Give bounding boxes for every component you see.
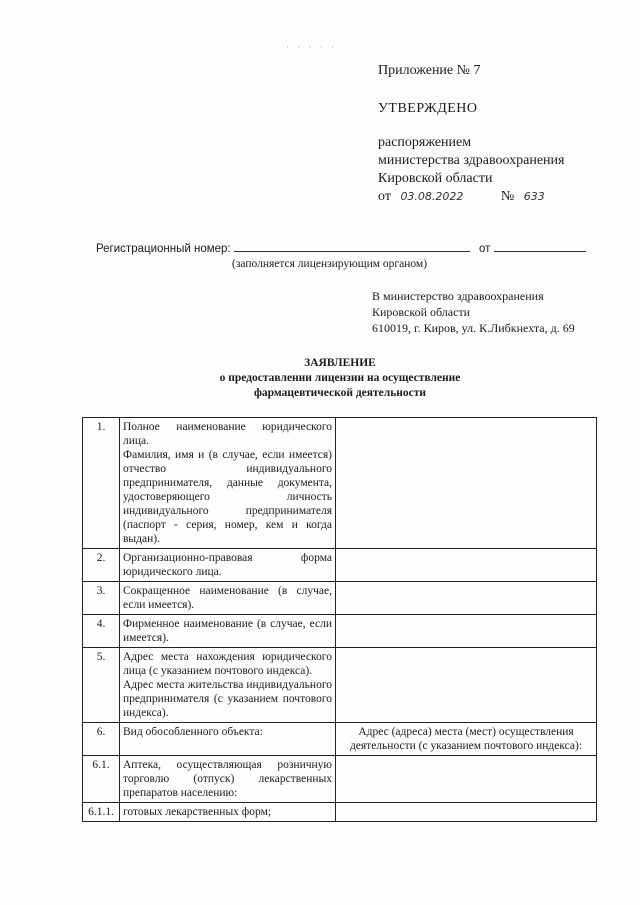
row-value-cell[interactable] [336,418,597,549]
heading-line-2: о предоставлении лицензии на осуществление [219,372,461,384]
row-number: 6.1. [83,756,120,803]
row-text: Вид обособленного объекта: [123,726,263,738]
registration-note: (заполняется лицензирующим органом) [232,258,428,270]
application-table [82,417,597,822]
heading-line-3: фармацевтической деятельности [253,387,427,399]
addressee-line-1: В министерство здравоохранения [372,289,544,303]
row-description [120,418,336,549]
table-row [83,549,597,582]
registration-from-label: от [479,243,491,255]
row-value-cell[interactable] [336,648,597,723]
row-description [120,549,336,582]
row-text: Сокращенное наименование (в случае, если имеется). [123,585,332,611]
row-description [120,723,336,756]
row-text: готовых лекарственных форм; [123,806,272,818]
row-description [120,582,336,615]
scan-mark: · · · · · [286,42,337,52]
handwritten-number: 633 [523,190,545,203]
row-text: Фамилия, имя и (в случае, если имеется) отчество индивидуального предпринимателя, данные документа, удостоверяющего личность индивидуального предпринимателя (паспорт - серия, номер, кем и когда выдан). [123,449,332,545]
row-number: 2. [83,549,120,582]
row-text: Адрес места жительства индивидуального предпринимателя (с указанием почтового индекса). [123,679,332,719]
registration-line [96,240,586,255]
table-row [83,582,597,615]
document-heading [0,356,640,401]
address-column-header: Адрес (адреса) места (мест) осуществления деятельности (с указанием почтового индекса): [336,723,597,756]
approval-block [378,62,564,206]
row-description [120,756,336,803]
row-value-cell[interactable] [336,549,597,582]
row-text: Аптека, осуществляющая розничную торговлю (отпуск) лекарственных препаратов населению: [123,759,332,799]
row-number: 4. [83,615,120,648]
appendix-label: Приложение № 7 [378,63,481,78]
table-row [83,418,597,549]
table-row [83,615,597,648]
handwritten-date: 03.08.2022 [400,190,464,203]
row-description [120,615,336,648]
table-row [83,803,597,822]
row-text: Организационно-правовая форма юридического лица. [123,552,332,578]
order-date-line [378,188,564,206]
order-line-1: распоряжением [378,135,472,150]
row-description [120,803,336,822]
approved-title: УТВЕРЖДЕНО [378,101,478,116]
row-number: 6.1.1. [83,803,120,822]
row-value-cell[interactable] [336,803,597,822]
registration-label: Регистрационный номер: [96,243,231,255]
order-line-2: министерства здравоохранения [378,153,565,168]
addressee-block [372,288,575,336]
row-value-cell[interactable] [336,756,597,803]
addressee-line-3: 610019, г. Киров, ул. К.Либкнехта, д. 69 [372,321,575,335]
registration-number-blank[interactable] [234,240,470,252]
from-label: от [378,189,391,204]
addressee-line-2: Кировской области [372,305,471,319]
heading-title: ЗАЯВЛЕНИЕ [304,357,376,369]
row-value-cell[interactable] [336,615,597,648]
order-line-3: Кировской области [378,171,493,186]
row-text: Фирменное наименование (в случае, если имеется). [123,618,332,644]
registration-date-blank[interactable] [494,240,586,252]
row-number: 6. [83,723,120,756]
row-number: 1. [83,418,120,549]
table-row [83,756,597,803]
row-text: Полное наименование юридического лица. [123,421,332,447]
number-label: № [500,189,515,204]
row-value-cell[interactable] [336,582,597,615]
table-row [83,648,597,723]
row-description [120,648,336,723]
row-text: Адрес места нахождения юридического лица (с указанием почтового индекса). [123,651,332,677]
table-row [83,723,597,756]
row-number: 5. [83,648,120,723]
row-number: 3. [83,582,120,615]
